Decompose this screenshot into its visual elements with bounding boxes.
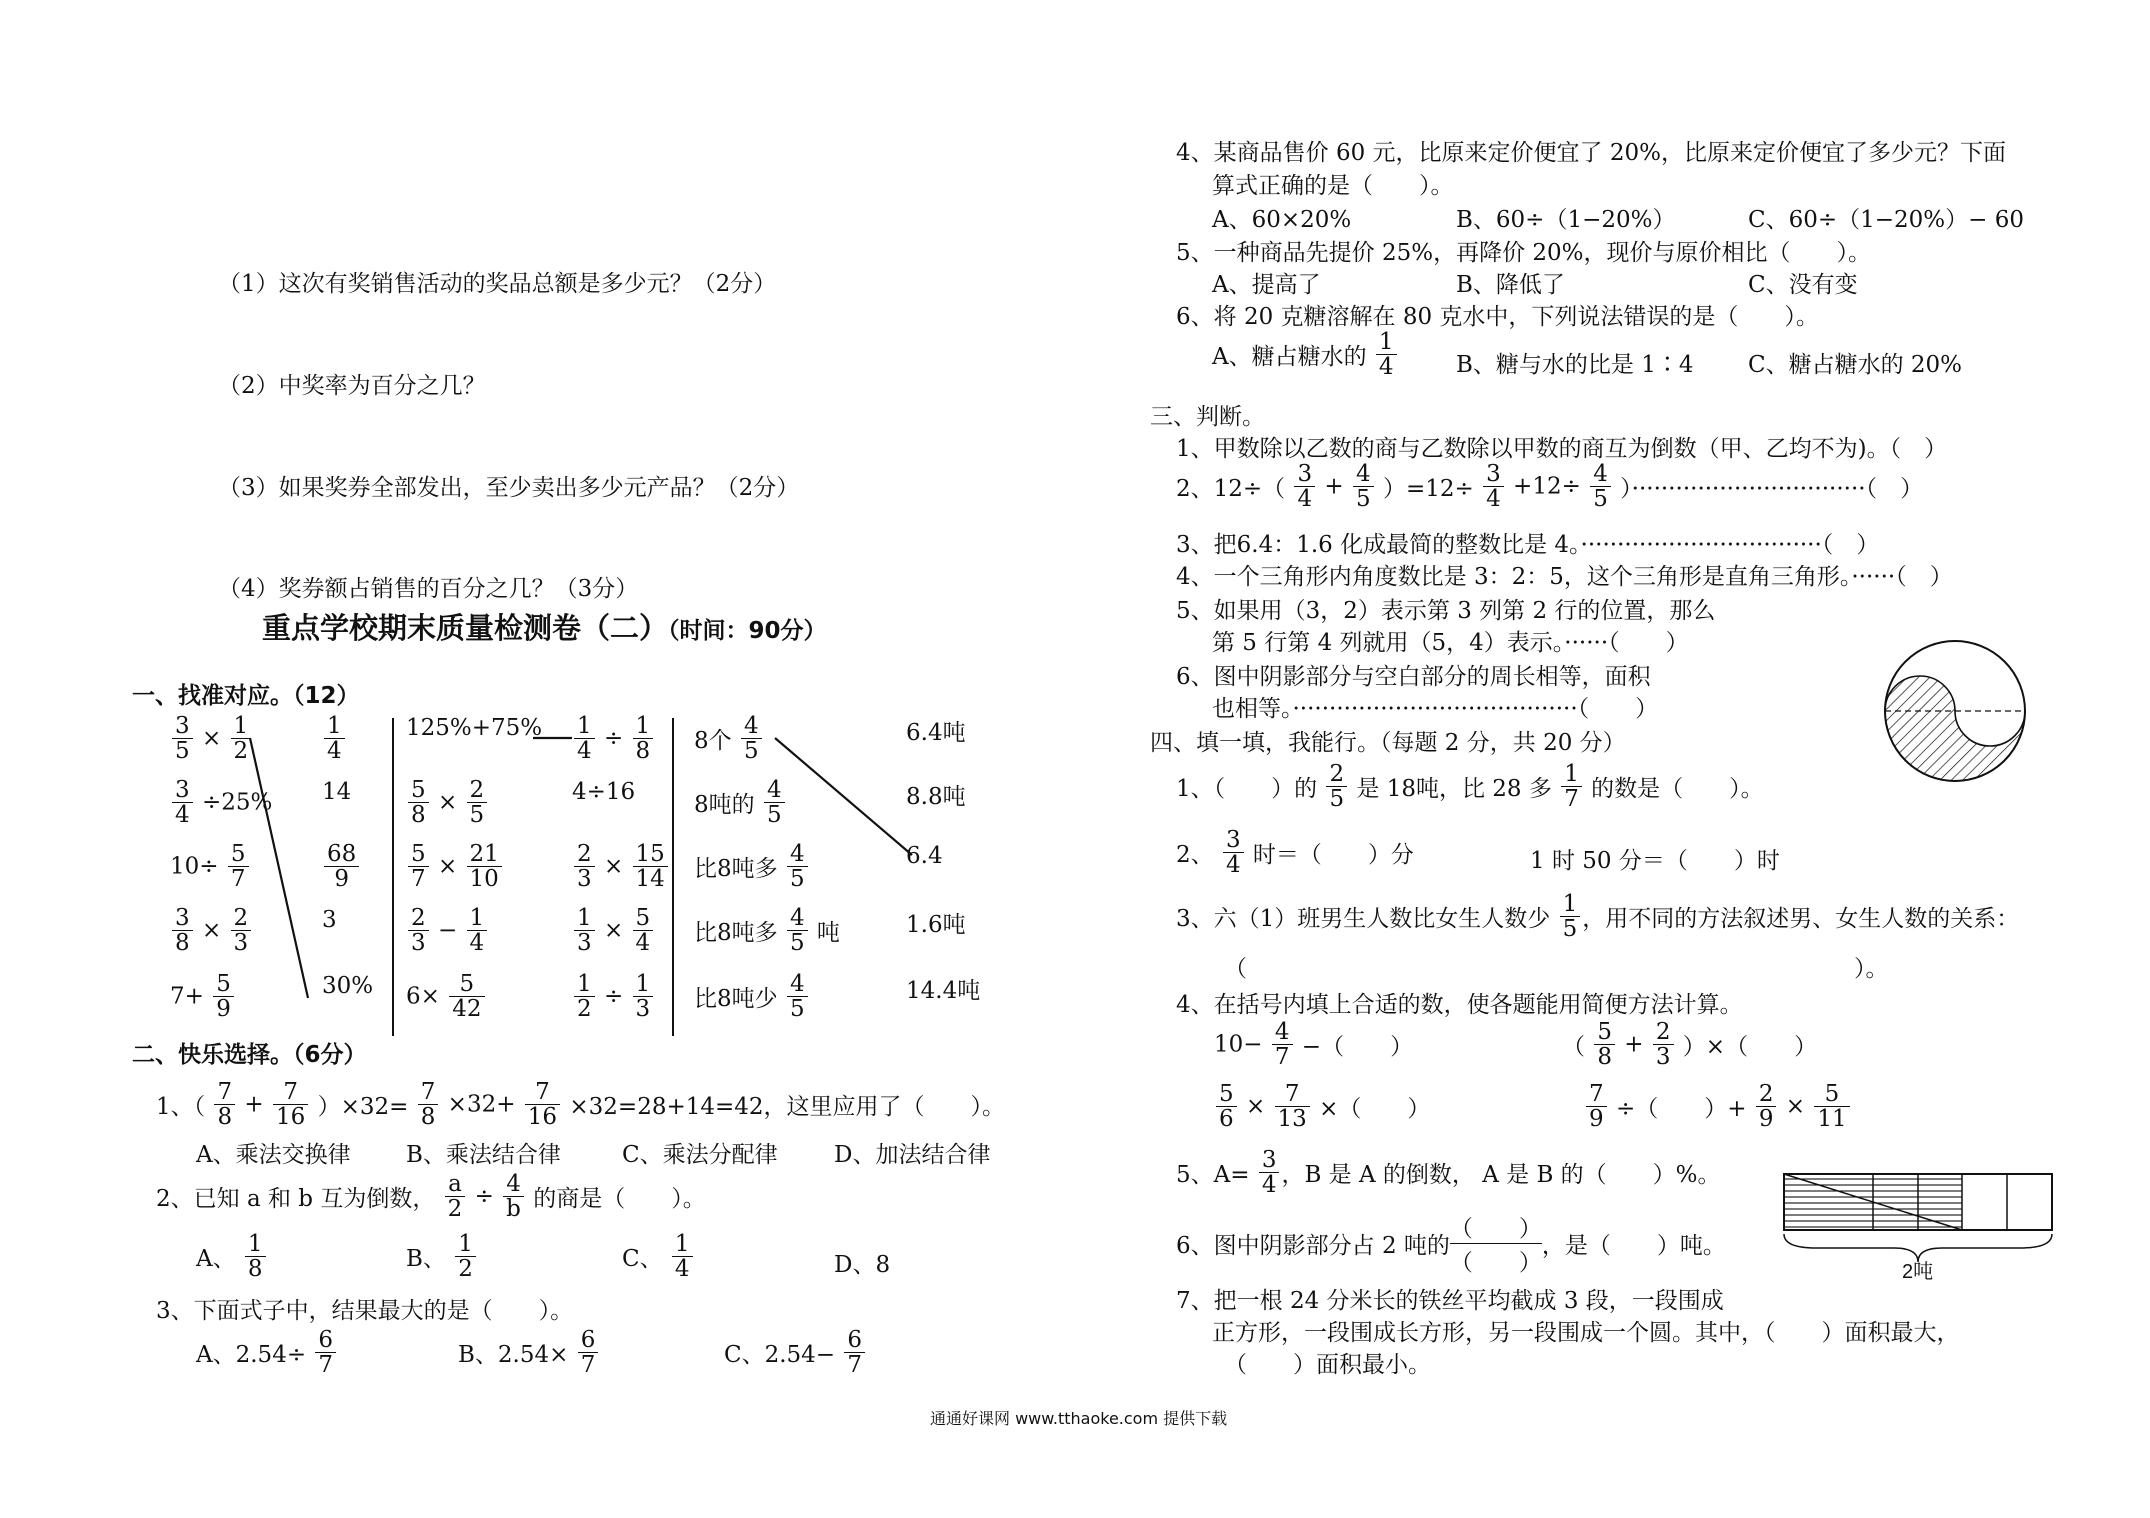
s1-col3-right-1: 6.4吨	[906, 720, 966, 746]
match-line-1	[250, 738, 308, 998]
s1-col3-left-4: 比8吨多 $\frac{4}{5}$ 吨	[694, 905, 840, 957]
s4-q3-open: （	[1224, 956, 1247, 982]
s1-col3-right-3: 6.4	[906, 843, 943, 869]
s2-q2-option-a: A、 $\frac{1}{8}$	[196, 1232, 268, 1281]
s2-q2-option-b: B、 $\frac{1}{2}$	[406, 1232, 478, 1281]
s1-col1-left-4: $\frac{3}{8}$ × $\frac{2}{3}$	[170, 906, 253, 955]
fraction: $\frac{1}{7}$	[1561, 762, 1582, 811]
s4-question-3: 3、六（1）班男生人数比女生人数少 $\frac{1}{5}$ ，用不同的方法叙述男、女生人数的关系：	[1176, 891, 2020, 943]
fraction: $\frac{7}{8}$	[214, 1080, 235, 1129]
fraction: $\frac{1}{4}$	[324, 714, 345, 763]
s3-item-3: 3、把6.4：1.6 化成最简的整数比是 4。·································（ ）	[1176, 532, 1880, 558]
s1-col1-right-2: 14	[322, 779, 352, 805]
s2-q1-option-c: C、乘法分配律	[622, 1142, 778, 1168]
s1-col2-left-4: $\frac{2}{3}$ − $\frac{1}{4}$	[406, 906, 489, 955]
fraction: $\frac{5}{42}$	[449, 972, 484, 1021]
fraction: $\frac{1}{2}$	[231, 714, 252, 763]
s1-col1-right-4: 3	[322, 907, 337, 933]
s1-col3-right-4: 1.6吨	[906, 912, 966, 938]
fraction: $\frac{2}{5}$	[1326, 762, 1347, 811]
fraction: $\frac{1}{4}$	[574, 714, 595, 763]
q4-line-1: 4、某商品售价 60 元，比原来定价便宜了 20%，比原来定价便宜了多少元？下面	[1176, 140, 2006, 166]
s4-q4-item-3: $\frac{5}{6}$ × $\frac{7}{13}$ ×（ ）	[1214, 1082, 1430, 1131]
s2-q1-option-a: A、乘法交换律	[196, 1142, 351, 1168]
fraction: $\frac{2}{9}$	[1756, 1082, 1777, 1131]
fraction: $\frac{2}{3}$	[1653, 1020, 1674, 1069]
section3-heading: 三、判断。	[1150, 404, 1265, 430]
fraction: $\frac{4}{b}$	[503, 1172, 524, 1221]
q6: 6、将 20 克糖溶解在 80 克水中，下列说法错误的是（ ）。	[1176, 304, 1819, 330]
circle-figure	[1880, 636, 2030, 786]
fraction: $\frac{1}{2}$	[574, 972, 595, 1021]
fraction: $\frac{7}{9}$	[1586, 1082, 1607, 1131]
s1-col2-right-3: $\frac{2}{3}$ × $\frac{15}{14}$	[572, 842, 670, 891]
s4-question-1: 1、（ ）的 $\frac{2}{5}$ 是 18吨，比 28 多 $\frac{1}{7}$ 的数是（ ）。	[1176, 761, 1764, 813]
bar-figure	[1776, 1170, 2060, 1280]
s4-q3-close: ）。	[1854, 956, 1889, 982]
s2-q1-option-d: D、加法结合律	[834, 1142, 991, 1168]
fraction: $\frac{a}{2}$	[445, 1172, 466, 1221]
s3-item-6b: 也相等。·······································（ ）	[1212, 696, 1659, 722]
time-label: （时间：90分）	[668, 618, 827, 644]
fraction: $\frac{5}{7}$	[408, 842, 429, 891]
s1-col2-left-3: $\frac{5}{7}$ × $\frac{21}{10}$	[406, 842, 504, 891]
fraction: $\frac{1}{4}$	[1376, 330, 1397, 379]
fraction: $\frac{6}{7}$	[578, 1328, 599, 1377]
s3-item-1: 1、甲数除以乙数的商与乙数除以甲数的商互为倒数（甲、乙均不为)。（ ）	[1176, 436, 1948, 462]
fraction: $\frac{1}{3}$	[633, 972, 654, 1021]
fraction: $\frac{4}{5}$	[741, 714, 762, 763]
fraction: $\frac{5}{8}$	[1594, 1020, 1615, 1069]
s4-q7-line-1: 7、把一根 24 分米长的铁丝平均截成 3 段，一段围成	[1176, 1288, 1724, 1314]
s2-q2-option-c: C、 $\frac{1}{4}$	[622, 1232, 695, 1281]
q4-line-2: 算式正确的是（ ）。	[1212, 173, 1454, 199]
s3-item-2: 2、12÷（ $\frac{3}{4}$ + $\frac{4}{5}$ ）=12÷ $\frac{3}{4}$ +12÷ $\frac{4}{5}$ ）································（ ）	[1176, 461, 1924, 513]
s1-col1-right-3	[322, 842, 361, 891]
fraction: $\frac{6}{7}$	[315, 1328, 336, 1377]
s1-col1-left-2: $\frac{3}{4}$ ÷25%	[170, 778, 272, 827]
match-line-3	[775, 738, 912, 855]
s2-q3-option-c: C、2.54− $\frac{6}{7}$	[724, 1328, 867, 1377]
fraction: $\frac{5}{6}$	[1216, 1082, 1237, 1131]
q5: 5、一种商品先提价 25%，再降价 20%，现价与原价相比（ ）。	[1176, 240, 1871, 266]
q5-option-c: C、没有变	[1748, 272, 1858, 298]
top-question-1: （1）这次有奖销售活动的奖品总额是多少元？（2分）	[218, 271, 777, 297]
fraction: $\frac{2}{3}$	[231, 906, 252, 955]
s1-col1-left-5: 7+ $\frac{5}{9}$	[170, 972, 236, 1021]
s1-col2-right-2: 4÷16	[572, 779, 636, 805]
s3-item-4: 4、一个三角形内角度数比是 3：2：5，这个三角形是直角三角形。······（ ）	[1176, 564, 1953, 590]
fraction: $\frac{2}{3}$	[408, 906, 429, 955]
s2-question-3: 3、下面式子中，结果最大的是（ ）。	[156, 1298, 574, 1324]
s1-col1-right-1	[322, 714, 347, 763]
fraction: $\frac{5}{9}$	[213, 972, 234, 1021]
fraction: $\frac{4}{5}$	[1590, 462, 1611, 511]
s1-col3-right-2: 8.8吨	[906, 784, 966, 810]
fraction: $\frac{7}{16}$	[525, 1080, 560, 1129]
q6-option-a: A、糖占糖水的 $\frac{1}{4}$	[1212, 330, 1399, 379]
s4-question-5: 5、A= $\frac{3}{4}$ ，B 是 A 的倒数， A 是 B 的（ ）%。	[1176, 1147, 1721, 1199]
fraction: $\frac{1}{4}$	[467, 906, 488, 955]
fraction: $\frac{4}{5}$	[1353, 462, 1374, 511]
s1-col3-left-3: 比8吨多 $\frac{4}{5}$	[694, 842, 810, 891]
s2-q3-option-a: A、2.54÷ $\frac{6}{7}$	[196, 1328, 338, 1377]
fraction: $\frac{5}{8}$	[408, 778, 429, 827]
s2-question-2: 2、已知 a 和 b 互为倒数， $\frac{a}{2}$ ÷ $\frac{4}{b}$ 的商是（ ）。	[156, 1171, 706, 1223]
fraction: $\frac{1}{8}$	[633, 714, 654, 763]
fraction: $\frac{2}{5}$	[467, 778, 488, 827]
q4-option-a: A、60×20%	[1212, 207, 1352, 233]
s4-question-4: 4、在括号内填上合适的数，使各题能用简便方法计算。	[1176, 992, 1743, 1018]
s3-item-5b: 第 5 行第 4 列就用（5，4）表示。······（ ）	[1212, 630, 1689, 656]
fraction: $\frac{3}{4}$	[172, 778, 193, 827]
footer: 通通好课网 www.tthaoke.com 提供下载	[930, 1409, 1228, 1428]
s4-q4-item-2: （ $\frac{5}{8}$ + $\frac{2}{3}$ ）×（ ）	[1562, 1019, 1818, 1071]
top-question-3: （3）如果奖券全部发出，至少卖出多少元产品？（2分）	[218, 475, 800, 501]
s3-item-5a: 5、如果用（3，2）表示第 3 列第 2 行的位置，那么	[1176, 598, 1716, 624]
s1-col2-left-2: $\frac{5}{8}$ × $\frac{2}{5}$	[406, 778, 489, 827]
s4-q6-fraction-blank	[1450, 1210, 1542, 1277]
fraction: $\frac{1}{5}$	[1560, 892, 1581, 941]
fraction: $\frac{2}{3}$	[574, 842, 595, 891]
section4-heading: 四、填一填，我能行。（每题 2 分，共 20 分）	[1150, 730, 1626, 756]
fraction: $\frac{7}{8}$	[418, 1080, 439, 1129]
s1-col3-left-1: 8个 $\frac{4}{5}$	[694, 714, 764, 763]
section2-heading: 二、快乐选择。（6分）	[132, 1042, 367, 1068]
s4-q4-item-1: 10− $\frac{4}{7}$ −（ ）	[1214, 1019, 1414, 1071]
q5-option-b: B、降低了	[1456, 272, 1565, 298]
fraction: $\frac{5}{4}$	[633, 906, 654, 955]
fraction: $\frac{3}{4}$	[1259, 1148, 1280, 1197]
q5-option-a: A、提高了	[1212, 272, 1321, 298]
s1-col2-right-1: $\frac{1}{4}$ ÷ $\frac{1}{8}$	[572, 714, 655, 763]
fraction: $\frac{3}{4}$	[1294, 462, 1315, 511]
s4-q6-suffix: ，是（ ）吨。	[1541, 1233, 1726, 1259]
fraction: $\frac{1}{4}$	[672, 1232, 693, 1281]
s2-question-1: 1、（ $\frac{7}{8}$ + $\frac{7}{16}$ ）×32= $\frac{7}{8}$ ×32+ $\frac{7}{16}$ ×32=28+14=42，这里应用了（ ）。	[156, 1079, 1006, 1131]
fraction: $\frac{1}{3}$	[574, 906, 595, 955]
fraction: $\frac{5}{11}$	[1814, 1082, 1849, 1131]
s1-col2-left-5: 6× $\frac{5}{42}$	[406, 972, 487, 1021]
s4-q6-blank-bottom: （ ）	[1449, 1250, 1542, 1276]
fraction: $\frac{7}{13}$	[1275, 1082, 1310, 1131]
s4-question-2a: 2、 $\frac{3}{4}$ 时＝（ ）分	[1176, 827, 1414, 879]
s4-question-2b: 1 时 50 分＝（ ）时	[1530, 848, 1780, 874]
fraction: $\frac{5}{7}$	[228, 842, 249, 891]
s1-col3-left-2: 8吨的 $\frac{4}{5}$	[694, 778, 787, 827]
fraction: $\frac{15}{14}$	[633, 842, 668, 891]
s2-q2-option-d: D、8	[834, 1252, 891, 1278]
fraction: $\frac{4}{5}$	[787, 906, 808, 955]
top-question-4: （4）奖券额占销售的百分之几？（3分）	[218, 576, 639, 602]
fraction: $\frac{4}{5}$	[787, 972, 808, 1021]
q4-option-c: C、60÷（1−20%）− 60	[1748, 207, 2025, 233]
s1-col3-left-5: 比8吨少 $\frac{4}{5}$	[694, 972, 810, 1021]
s1-col1-left-3: 10÷ $\frac{5}{7}$	[170, 842, 251, 891]
s2-q1-option-b: B、乘法结合律	[406, 1142, 561, 1168]
s4-question-6	[1176, 1210, 1726, 1277]
s1-col1-right-5: 30%	[322, 973, 374, 999]
s1-col2-left-1: 125%+75%	[406, 715, 543, 741]
s1-col2-right-4: $\frac{1}{3}$ × $\frac{5}{4}$	[572, 906, 655, 955]
s1-col2-right-5: $\frac{1}{2}$ ÷ $\frac{1}{3}$	[572, 972, 655, 1021]
fraction: $\frac{3}{8}$	[172, 906, 193, 955]
bar-figure-label: 2吨	[1902, 1261, 1934, 1280]
s4-q7-line-3: （ ）面积最小。	[1224, 1352, 1431, 1378]
section1-heading: 一、找准对应。（12）	[132, 683, 360, 709]
s1-col1-left-1: $\frac{3}{5}$ × $\frac{1}{2}$	[170, 714, 253, 763]
q4-option-b: B、60÷（1−20%）	[1456, 207, 1676, 233]
fraction: $\frac{3}{4}$	[1483, 462, 1504, 511]
fraction: $\frac{7}{16}$	[273, 1080, 308, 1129]
fraction: $\frac{4}{5}$	[787, 842, 808, 891]
fraction: $\frac{1}{8}$	[245, 1232, 266, 1281]
fraction: $\frac{1}{2}$	[455, 1232, 476, 1281]
q6-option-c: C、糖占糖水的 20%	[1748, 352, 1963, 378]
title-text: 重点学校期末质量检测卷（二）	[262, 611, 669, 645]
fraction: $\frac{21}{10}$	[467, 842, 502, 891]
s4-q7-line-2: 正方形，一段围成长方形，另一段围成一个圆。其中，（ ）面积最大，	[1212, 1320, 1960, 1346]
q6-option-b: B、糖与水的比是 1∶4	[1456, 352, 1694, 378]
s2-q3-option-b: B、2.54× $\frac{6}{7}$	[458, 1328, 600, 1377]
fraction: $\frac{3}{4}$	[1223, 828, 1244, 877]
s3-item-6a: 6、图中阴影部分与空白部分的周长相等，面积	[1176, 664, 1651, 690]
s4-q4-item-4: $\frac{7}{9}$ ÷（ ）+ $\frac{2}{9}$ × $\frac{5}{11}$	[1584, 1082, 1852, 1131]
fraction: $\frac{3}{5}$	[172, 714, 193, 763]
fraction: $\frac{6}{7}$	[844, 1328, 865, 1377]
s4-q6-blank-top: （ ）	[1450, 1210, 1542, 1244]
fraction: $\frac{68}{9}$	[324, 842, 359, 891]
fraction: $\frac{4}{7}$	[1272, 1020, 1293, 1069]
fraction: $\frac{4}{5}$	[764, 778, 785, 827]
s1-col3-right-5: 14.4吨	[906, 978, 981, 1004]
s4-q6-prefix: 6、图中阴影部分占 2 吨的	[1176, 1233, 1450, 1259]
top-question-2: （2）中奖率为百分之几？	[218, 373, 486, 399]
